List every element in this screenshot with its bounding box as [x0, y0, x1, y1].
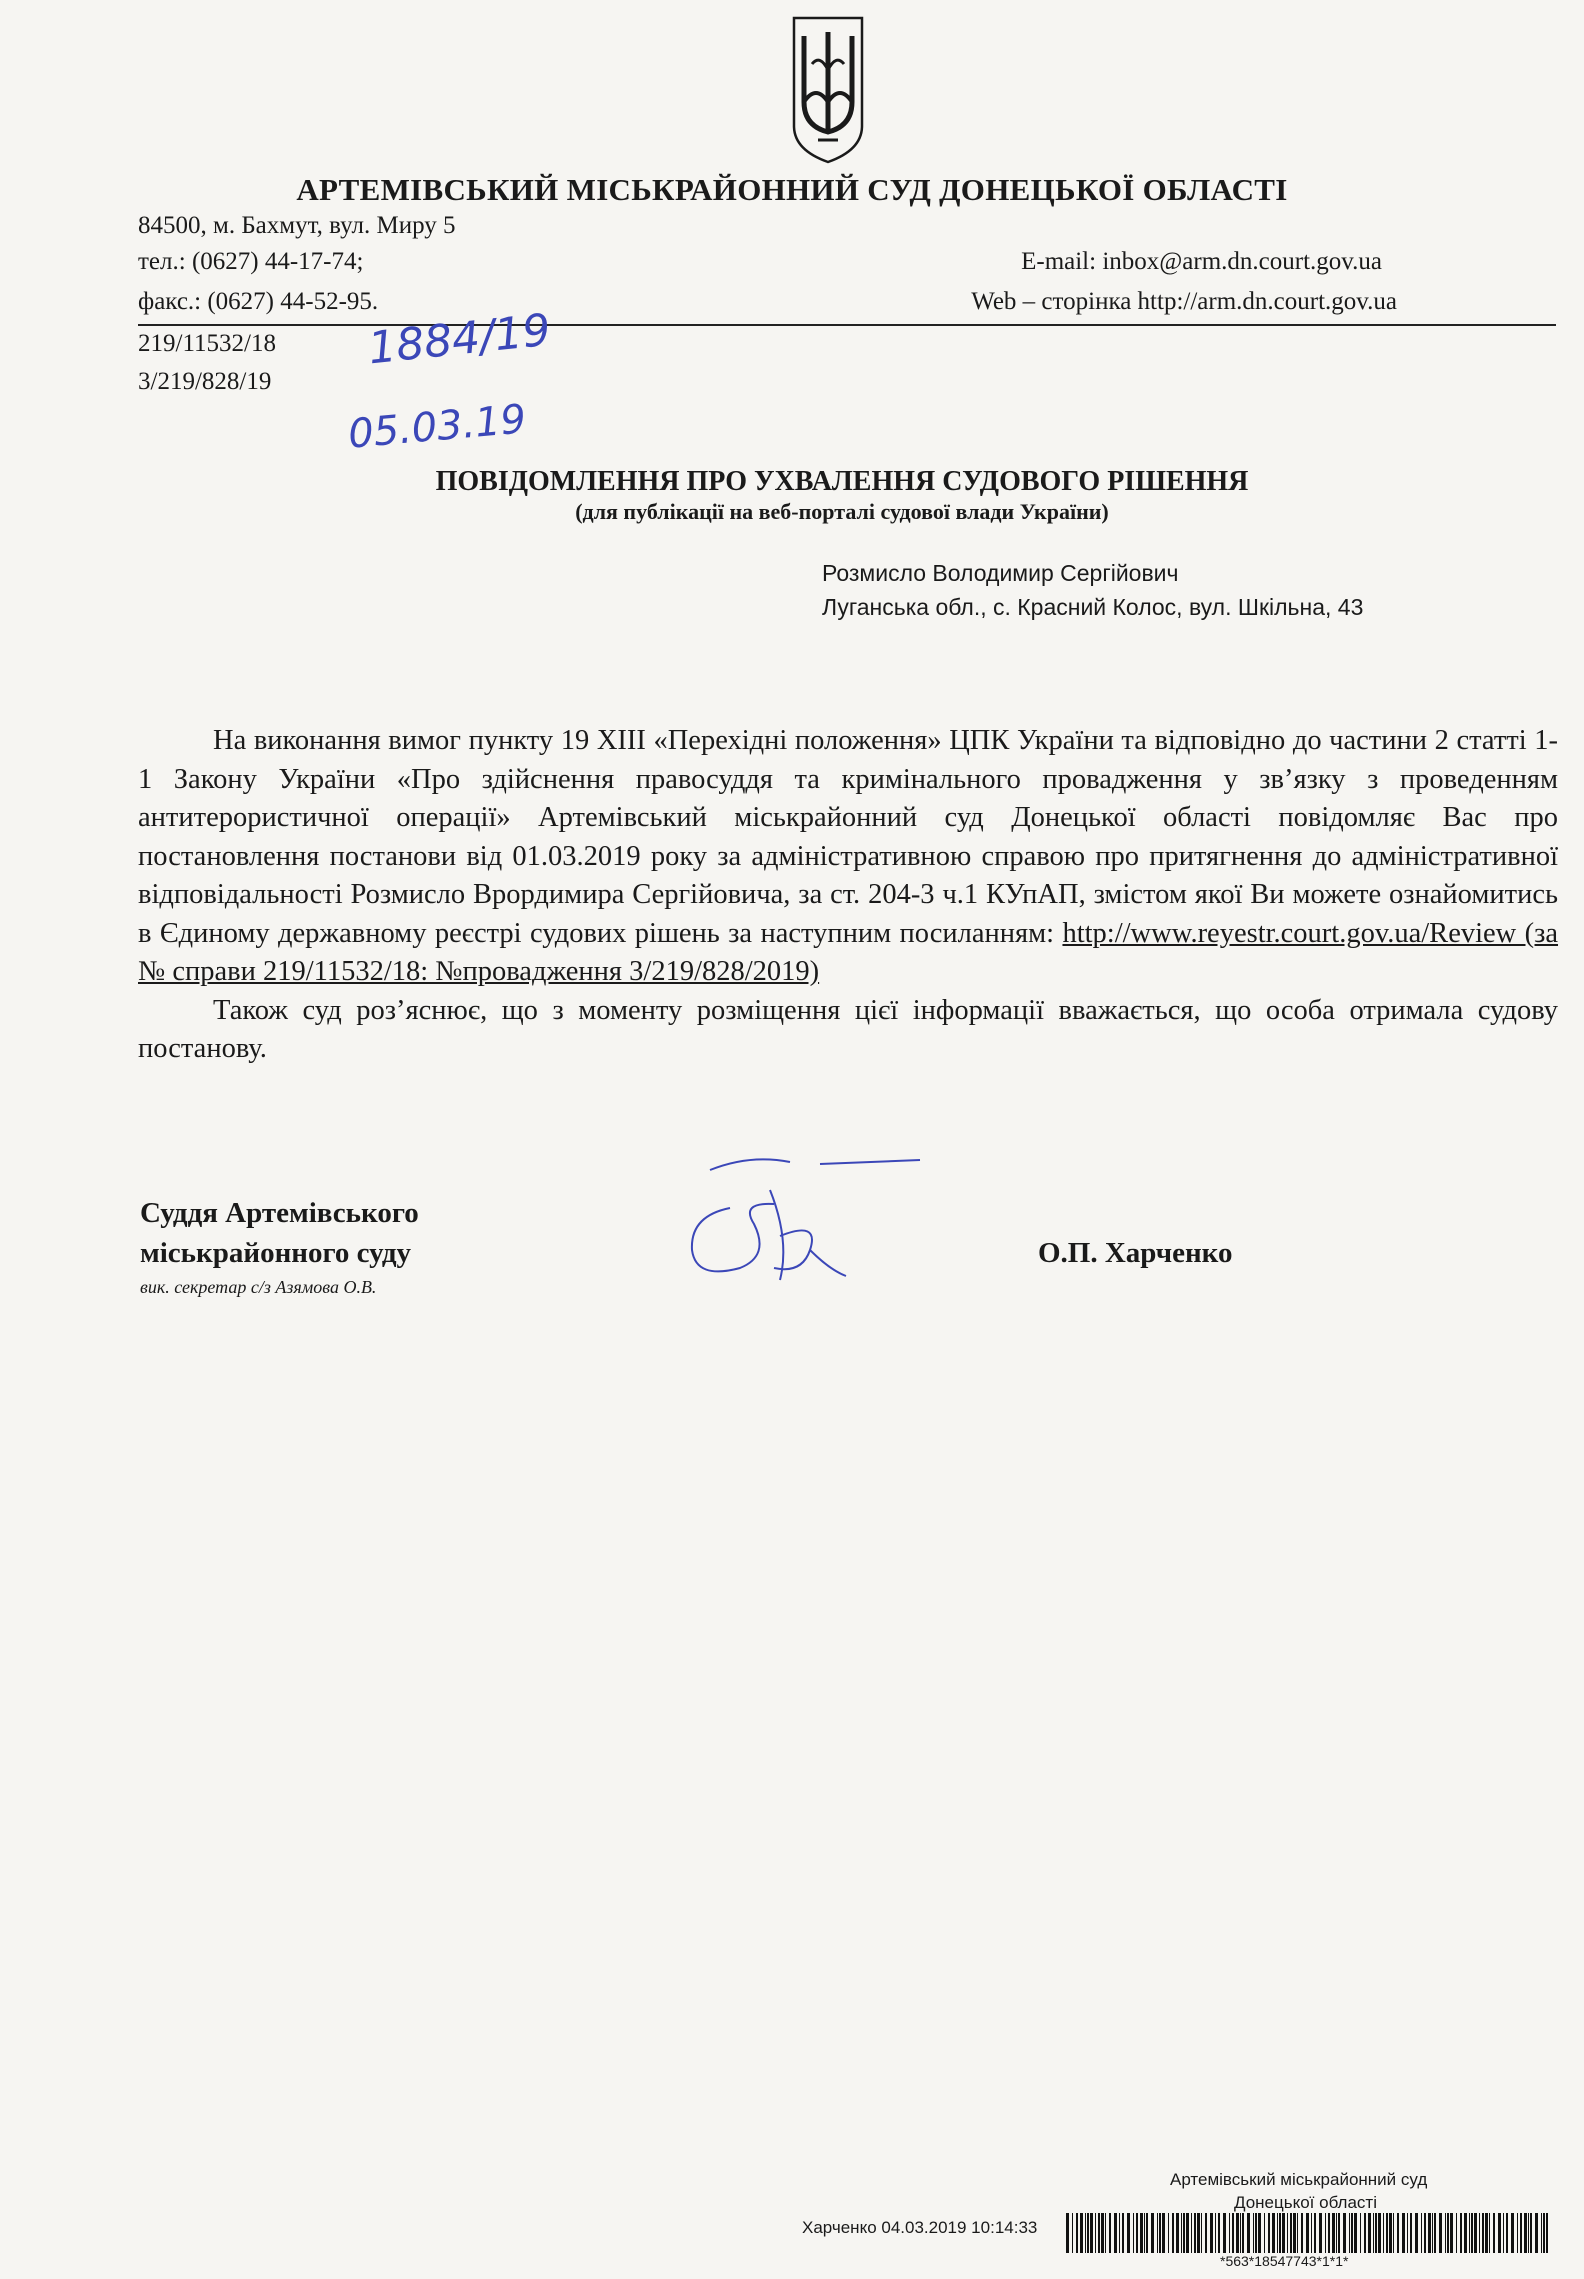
handwritten-registration-number: 1884/19	[365, 304, 553, 375]
judge-name: О.П. Харченко	[1038, 1237, 1233, 1269]
court-website: Web – сторінка http://arm.dn.court.gov.ua	[971, 288, 1397, 315]
header-divider	[138, 324, 1556, 326]
barcode-icon	[1066, 2213, 1548, 2253]
court-name: АРТЕМІВСЬКИЙ МІСЬКРАЙОННИЙ СУД ДОНЕЦЬКОЇ ОБЛАСТІ	[296, 172, 1288, 207]
court-phone: тел.: (0627) 44-17-74;	[138, 248, 364, 275]
stamp-org-line1: Артемівський міськрайонний суд	[1170, 2170, 1428, 2189]
case-number: 219/11532/18	[138, 330, 276, 357]
judge-signature-icon	[670, 1140, 930, 1300]
signature-label-line2: міськрайонного суду	[140, 1237, 412, 1269]
notice-subtitle: (для публікації на веб-порталі судової влади України)	[575, 499, 1109, 524]
recipient-name: Розмисло Володимир Сергійович	[822, 560, 1179, 586]
trident-emblem-icon	[790, 14, 866, 166]
handwritten-date: 05.03.19	[346, 396, 528, 458]
stamp-org-line2: Донецької області	[1234, 2193, 1377, 2212]
notice-body	[138, 722, 1558, 1069]
body-paragraph-1	[138, 722, 1558, 992]
secretary-note: вик. секретар с/з Азямова О.В.	[140, 1277, 377, 1297]
proceeding-number: 3/219/828/19	[138, 368, 272, 395]
court-fax: факс.: (0627) 44-52-95.	[138, 288, 379, 315]
registry-link[interactable]: http://www.reyestr.court.gov.ua/Review (за № справи 219/11532/18: №провадження 3/219/828/2019)	[138, 917, 1559, 987]
recipient-address: Луганська обл., с. Красний Колос, вул. Шкільна, 43	[822, 594, 1364, 620]
court-address: 84500, м. Бахмут, вул. Миру 5	[138, 212, 456, 239]
court-email: E-mail: inbox@arm.dn.court.gov.ua	[1021, 248, 1382, 275]
notice-title: ПОВІДОМЛЕННЯ ПРО УХВАЛЕННЯ СУДОВОГО РІШЕННЯ	[435, 466, 1249, 497]
barcode-code: *563*18547743*1*1*	[1220, 2253, 1349, 2269]
body-paragraph-2: Також суд роз’яснює, що з моменту розміщення цієї інформації вважається, що особа отримала судову постанову.	[138, 994, 1558, 1064]
stamp-signed-by: Харченко 04.03.2019 10:14:33	[802, 2218, 1038, 2237]
signature-label-line1: Суддя Артемівського	[140, 1197, 419, 1229]
body-paragraph-1-text: На виконання вимог пункту 19 XIII «Перехідні положення» ЦПК України та відповідно до частини 2 статті 1-1 Закону України «Про здійснення правосуддя та кримінального провадження у зв’язку з проведенням антитерористичної операції» Артемівський міськрайонний суд Донецької області повідомляє Вас про постановлення постанови від 01.03.2019 року за адміністративною справою про притягнення до адміністративної відповідальності Розмисло Врордимира Сергійовича, за ст. 204-3 ч.1 КУпАП, змістом якої Ви можете ознайомитись в Єдиному державному реєстрі судових рішень за наступним посиланням:	[138, 725, 1558, 949]
